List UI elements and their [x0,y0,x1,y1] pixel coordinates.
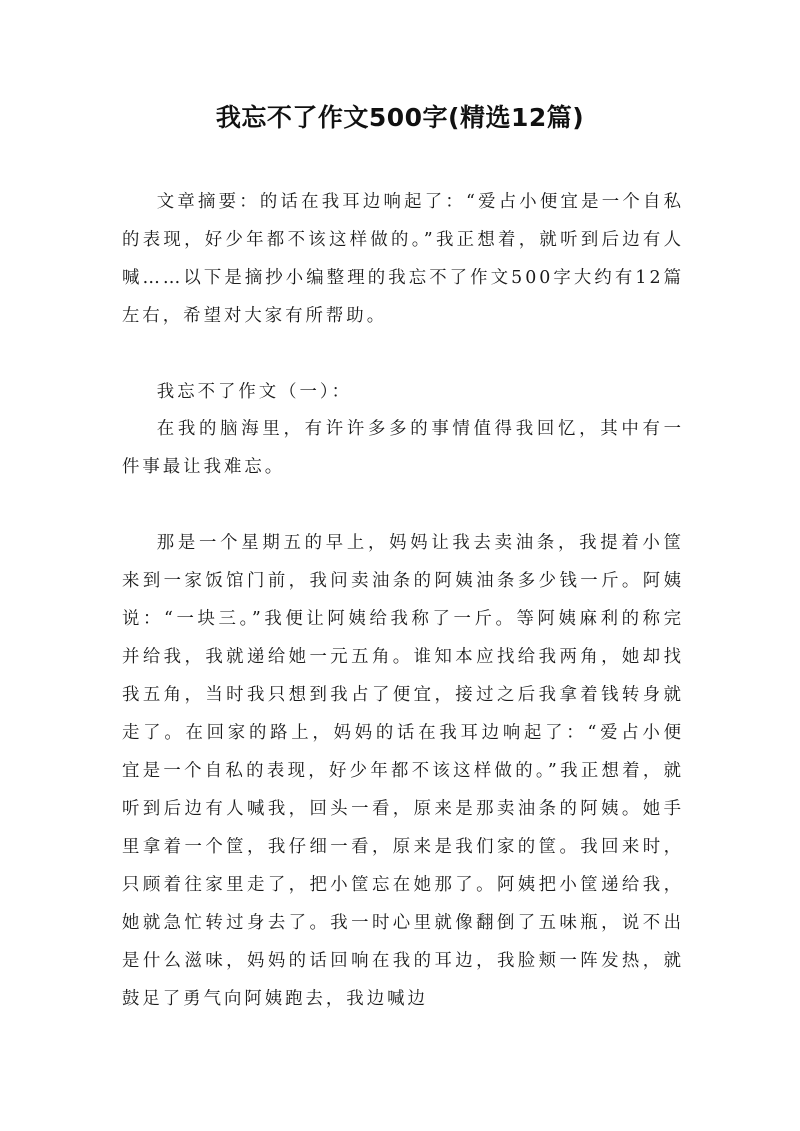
paragraph-block-1 [122,410,684,486]
abstract-block [122,183,684,335]
abstract-paragraph: 文章摘要：的话在我耳边响起了：“爱占小便宜是一个自私的表现，好少年都不该这样做的。”我正想着，就听到后边有人喊……以下是摘抄小编整理的我忘不了作文500字大约有12篇左右，希望对大家有所帮助。 [122,192,684,326]
body-paragraph: 那是一个星期五的早上，妈妈让我去卖油条，我提着小筐来到一家饭馆门前，我问卖油条的阿姨油条多少钱一斤。阿姨说：“一块三。”我便让阿姨给我称了一斤。等阿姨麻利的称完并给我，我就递给她一元五角。谁知本应找给我两角，她却找我五角，当时我只想到我占了便宜，接过之后我拿着钱转身就走了。在回家的路上，妈妈的话在我耳边响起了：“爱占小便宜是一个自私的表现，好少年都不该这样做的。”我正想着，就听到后边有人喊我，回头一看，原来是那卖油条的阿姨。她手里拿着一个筐，我仔细一看，原来是我们家的筐。我回来时，只顾着往家里走了，把小筐忘在她那了。阿姨把小筐递给我，她就急忙转过身去了。我一时心里就像翻倒了五味瓶，说不出是什么滋味，妈妈的话回响在我的耳边，我脸颊一阵发热，就鼓足了勇气向阿姨跑去，我边喊边 [122,533,684,1009]
body-paragraph: 在我的脑海里，有许许多多的事情值得我回忆，其中有一件事最让我难忘。 [122,419,684,477]
section-heading-block [122,373,684,411]
document-title: 我忘不了作文500字(精选12篇) [215,103,585,132]
section-heading: 我忘不了作文（一）： [156,382,353,402]
paragraph-block-2 [122,524,684,1018]
